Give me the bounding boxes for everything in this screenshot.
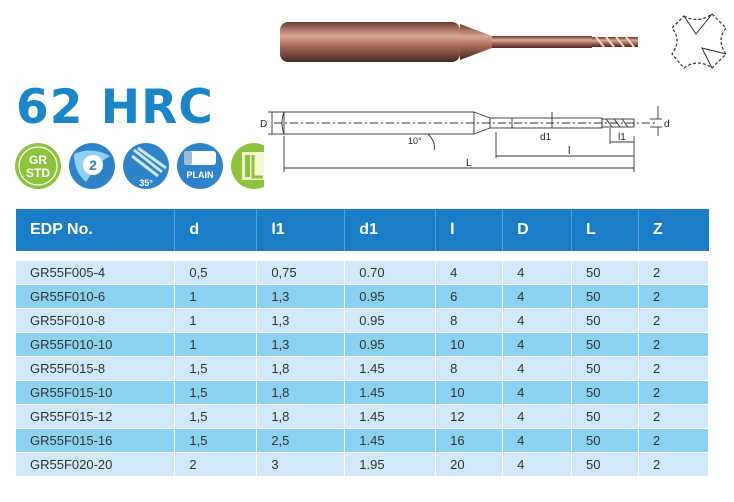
flute-cross-section-icon: [668, 10, 730, 72]
table-cell: GR55F010-10: [16, 333, 175, 357]
table-cell: 50: [572, 429, 639, 453]
table-cell: 50: [572, 405, 639, 429]
table-cell: 50: [572, 261, 639, 285]
table-cell: 1.45: [345, 405, 436, 429]
table-row: [16, 357, 709, 381]
table-cell: 1.95: [345, 453, 436, 477]
table-cell: 1.45: [345, 381, 436, 405]
table-cell: GR55F010-6: [16, 285, 175, 309]
table-cell: 10: [436, 333, 503, 357]
label-l1: l1: [618, 132, 626, 143]
table-cell: 4: [503, 309, 572, 333]
table-row: [16, 453, 709, 477]
table-cell: 4: [503, 381, 572, 405]
table-cell: GR55F010-8: [16, 309, 175, 333]
feature-badges: [14, 142, 264, 192]
table-cell: 4: [436, 261, 503, 285]
table-cell: 4: [503, 333, 572, 357]
table-cell: 6: [436, 285, 503, 309]
table-cell: 1,5: [175, 405, 257, 429]
column-header: Z: [638, 209, 708, 251]
table-cell: 0.95: [345, 333, 436, 357]
table-cell: 0.95: [345, 285, 436, 309]
table-cell: 4: [503, 453, 572, 477]
table-cell: GR55F020-20: [16, 453, 175, 477]
table-row: [16, 333, 709, 357]
table-cell: 2: [638, 429, 708, 453]
table-cell: 4: [503, 357, 572, 381]
table-cell: 2: [638, 453, 708, 477]
table-cell: 1,3: [257, 285, 345, 309]
gr-std-badge-icon: [15, 143, 61, 189]
table-cell: 50: [572, 357, 639, 381]
table-cell: 12: [436, 405, 503, 429]
table-cell: 1,5: [175, 381, 257, 405]
helix-angle-text: 35°: [139, 178, 153, 188]
label-angle: 10°: [408, 136, 422, 146]
table-cell: 1: [175, 285, 257, 309]
table-cell: 50: [572, 309, 639, 333]
table-cell: 50: [572, 333, 639, 357]
table-cell: 20: [436, 453, 503, 477]
table-cell: 2,5: [257, 429, 345, 453]
table-cell: 0,5: [175, 261, 257, 285]
column-header: d1: [345, 209, 436, 251]
table-cell: 2: [638, 405, 708, 429]
table-body: [16, 251, 709, 477]
technical-drawing: [258, 92, 678, 172]
table-row: [16, 309, 709, 333]
table-cell: 0.70: [345, 261, 436, 285]
end-mill-photo: [270, 0, 650, 70]
table-cell: 1,3: [257, 309, 345, 333]
table-cell: 1,8: [257, 381, 345, 405]
table-cell: 10: [436, 381, 503, 405]
table-cell: 1,3: [257, 333, 345, 357]
helix-35-badge-icon: [123, 143, 169, 189]
table-cell: 1.45: [345, 357, 436, 381]
label-l: l: [568, 145, 571, 157]
table-cell: 1.45: [345, 429, 436, 453]
table-cell: 1,5: [175, 357, 257, 381]
std-badge-text: STD: [26, 166, 50, 180]
table-cell: 2: [638, 333, 708, 357]
table-cell: 2: [638, 261, 708, 285]
table-cell: 4: [503, 285, 572, 309]
table-cell: 0,75: [257, 261, 345, 285]
table-row: [16, 405, 709, 429]
flute-count-text: 2: [89, 157, 97, 173]
label-d: d: [664, 119, 670, 130]
table-row: [16, 429, 709, 453]
table-cell: 8: [436, 357, 503, 381]
plain-shank-badge-icon: [177, 143, 223, 189]
table-cell: GR55F015-12: [16, 405, 175, 429]
table-cell: 1,5: [175, 429, 257, 453]
table-cell: 1: [175, 309, 257, 333]
table-spacer-row: [16, 251, 709, 261]
column-header: d: [175, 209, 257, 251]
plain-badge-text: PLAIN: [186, 170, 214, 180]
table-cell: 4: [503, 261, 572, 285]
column-header: l1: [257, 209, 345, 251]
table-row: [16, 261, 709, 285]
label-L: L: [466, 158, 472, 169]
column-header: L: [572, 209, 639, 251]
table-cell: 1: [175, 333, 257, 357]
table-cell: 3: [257, 453, 345, 477]
label-D: D: [260, 119, 268, 130]
table-cell: 8: [436, 309, 503, 333]
table-cell: 16: [436, 429, 503, 453]
table-cell: GR55F015-16: [16, 429, 175, 453]
hardness-title: 62 HRC: [16, 80, 214, 135]
table-cell: 4: [503, 429, 572, 453]
table-cell: 50: [572, 285, 639, 309]
table-row: [16, 285, 709, 309]
table-cell: 2: [175, 453, 257, 477]
label-d1: d1: [540, 132, 552, 143]
table-cell: 2: [638, 357, 708, 381]
table-cell: 2: [638, 285, 708, 309]
table-cell: GR55F005-4: [16, 261, 175, 285]
specification-table: [16, 209, 709, 477]
table-cell: 4: [503, 405, 572, 429]
table-cell: 1,8: [257, 357, 345, 381]
table-header-row: [16, 209, 709, 251]
column-header: EDP No.: [16, 209, 175, 251]
table-cell: 2: [638, 309, 708, 333]
table-cell: 2: [638, 381, 708, 405]
gr-badge-text: GR: [29, 153, 47, 167]
table-cell: 50: [572, 381, 639, 405]
table-cell: 0.95: [345, 309, 436, 333]
table-row: [16, 381, 709, 405]
column-header: D: [503, 209, 572, 251]
table-cell: GR55F015-10: [16, 381, 175, 405]
column-header: l: [436, 209, 503, 251]
table-cell: GR55F015-8: [16, 357, 175, 381]
table-cell: 1,8: [257, 405, 345, 429]
two-flute-badge-icon: [69, 143, 115, 189]
table-cell: 50: [572, 453, 639, 477]
